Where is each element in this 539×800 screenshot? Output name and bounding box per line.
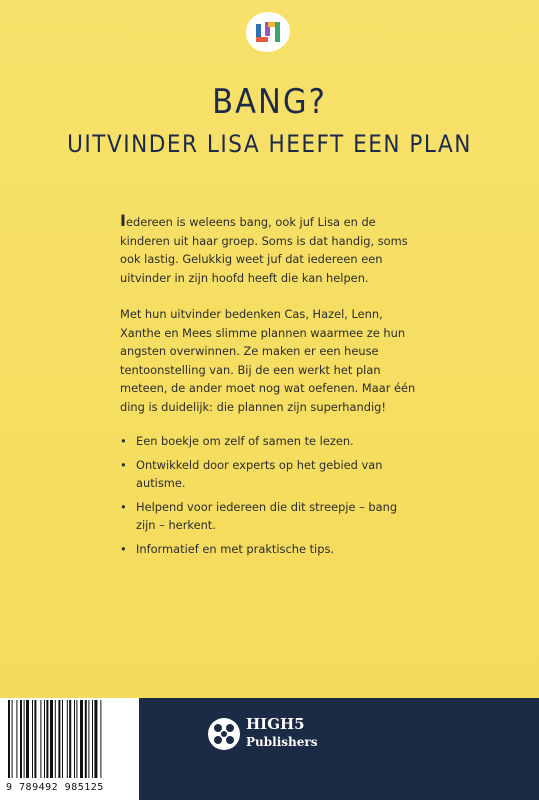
blurb-paragraph-1: [120, 212, 420, 287]
barcode-bar: [76, 700, 77, 778]
barcode-bar: [74, 700, 75, 778]
barcode-bar: [26, 700, 29, 778]
barcode-bar: [58, 700, 60, 778]
feature-text: Een boekje om zelf of samen te lezen.: [136, 434, 354, 448]
barcode-bar: [55, 700, 56, 778]
feature-item: [120, 456, 420, 493]
publisher-subtitle: Publishers: [246, 735, 318, 749]
barcode-bar: [20, 700, 22, 778]
barcode-bar: [67, 700, 68, 778]
bullet-icon: •: [120, 434, 127, 448]
barcode-bar: [62, 700, 63, 778]
feature-item: [120, 498, 420, 535]
feature-text: Informatief en met praktische tips.: [136, 541, 335, 556]
bullet-icon: •: [120, 541, 127, 556]
barcode-bar: [46, 700, 48, 778]
barcode: [6, 700, 134, 780]
barcode-bar: [69, 700, 71, 778]
barcode-bar: [24, 700, 25, 778]
barcode-bar: [16, 700, 17, 778]
bullet-icon: •: [120, 457, 127, 472]
barcode-bar: [92, 700, 93, 778]
barcode-bar: [12, 700, 13, 778]
barcode-bar: [94, 700, 97, 778]
feature-item: [120, 432, 420, 451]
barcode-bar: [44, 700, 45, 778]
feature-text: Helpend voor iedereen die dit streepje – bang zijn – herkent.: [136, 499, 398, 532]
barcode-bar: [80, 700, 83, 778]
publisher-name: HIGH5: [246, 715, 305, 733]
publisher-logo-icon: [206, 716, 242, 752]
bullet-icon: •: [120, 499, 127, 514]
barcode-bar: [100, 700, 101, 778]
feature-text: Ontwikkeld door experts op het gebied van autisme.: [136, 457, 383, 490]
book-subtitle: UITVINDER LISA HEEFT EEN PLAN: [67, 130, 472, 158]
blurb-paragraph-1-text: edereen is weleens bang, ook juf Lisa en de kinderen uit haar groep. Soms is dat handig, soms ook lastig. Gelukkig weet juf dat iedereen een uitvinder in zijn hoofd heeft die kan helpen.: [120, 215, 408, 285]
series-logo-icon: [255, 20, 281, 44]
barcode-bar: [50, 700, 53, 778]
feature-item: [120, 540, 420, 559]
barcode-bar: [34, 700, 36, 778]
feature-list: [120, 432, 420, 563]
isbn-number: 9 789492 985125: [6, 782, 104, 793]
barcode-bar: [88, 700, 89, 778]
barcode-bar: [32, 700, 33, 778]
blurb-paragraph-2: Met hun uitvinder bedenken Cas, Hazel, Lenn, Xanthe en Mees slimme plannen waarmee ze hun angsten overwinnen. Ze maken er een heuse tentoonstelling van. Bij de een werkt het plan meteen, de ander moet nog wat oefenen. Maar één ding is duidelijk: die plannen zijn superhandig!: [120, 307, 416, 414]
barcode-bar: [85, 700, 87, 778]
publisher-band: [139, 698, 539, 800]
barcode-area: [0, 698, 139, 800]
barcode-bar: [40, 700, 41, 778]
book-title: BANG?: [212, 82, 327, 122]
drop-cap: I: [120, 211, 126, 230]
barcode-bar: [8, 700, 10, 778]
